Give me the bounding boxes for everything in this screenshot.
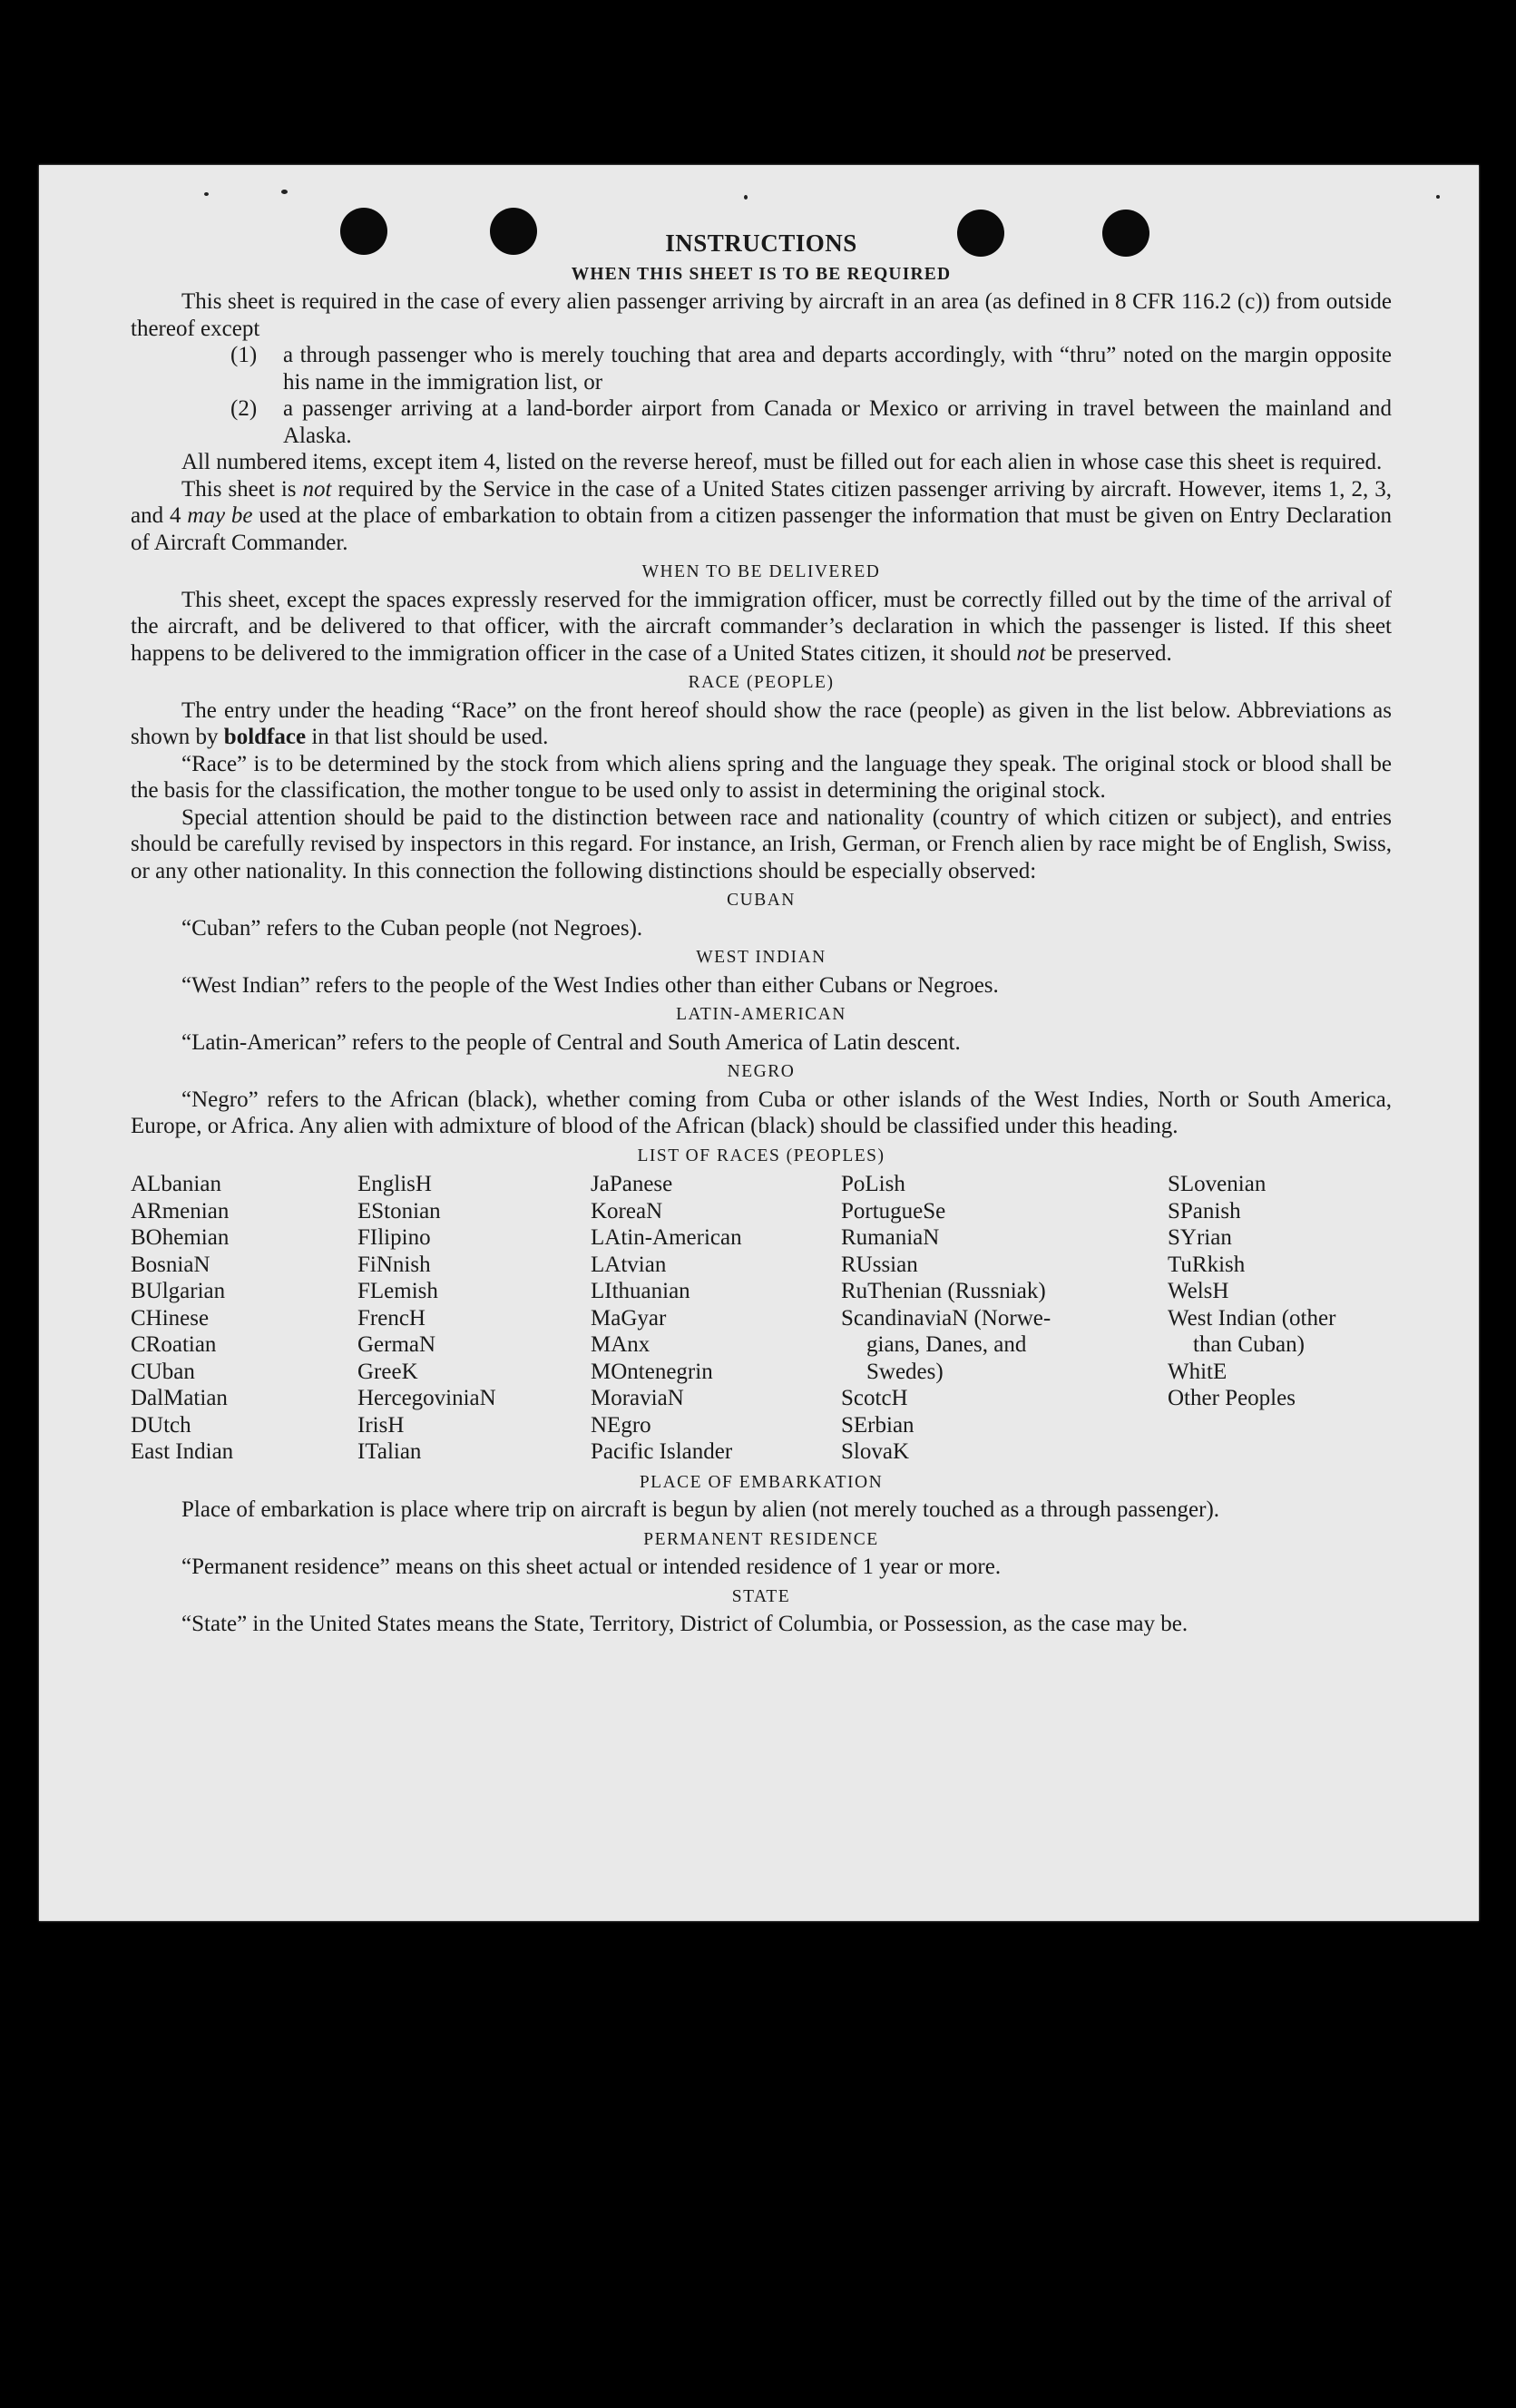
heading-negro: NEGRO bbox=[727, 1062, 796, 1081]
heading-race: RACE (PEOPLE) bbox=[688, 673, 835, 692]
race-entry: GreeK bbox=[357, 1359, 418, 1384]
race-entry: ALbanian bbox=[131, 1172, 221, 1196]
heading-cuban: CUBAN bbox=[727, 891, 796, 910]
race-entry: MaGyar bbox=[591, 1305, 667, 1331]
race-entry: MoraviaN bbox=[591, 1386, 684, 1410]
instruction-sheet bbox=[39, 165, 1479, 1921]
speck bbox=[281, 190, 288, 194]
race-entry: ScandinaviaN (Norwe- bbox=[841, 1305, 1051, 1331]
paragraph: This sheet, except the spaces expressly reserved for the immigration officer, must be correctly filled out by the time of the arrival of the aircraft, and be delivered to that officer, with the aircraft commander’s declaration in which the passenger is listed. If this sheet happens to be delivered to the immigration officer in the case of a United States citizen, it should not be preserved. bbox=[131, 587, 1392, 666]
race-entry: DUtch bbox=[131, 1412, 191, 1438]
race-entry: SErbian bbox=[841, 1412, 914, 1438]
race-entry: MOntenegrin bbox=[591, 1359, 713, 1384]
race-entry: SYrian bbox=[1168, 1225, 1232, 1250]
race-entry: RuThenian (Russniak) bbox=[841, 1279, 1046, 1303]
race-entry: DalMatian bbox=[131, 1386, 228, 1410]
race-entry-continued: than Cuban) bbox=[1193, 1332, 1305, 1357]
race-entry: FiNnish bbox=[357, 1252, 431, 1277]
instructions-text bbox=[131, 230, 1392, 1638]
race-entry: NEgro bbox=[591, 1412, 651, 1438]
race-entry: East Indian bbox=[131, 1439, 234, 1464]
race-entry: FrencH bbox=[357, 1305, 425, 1331]
race-entry: CHinese bbox=[131, 1305, 210, 1331]
race-entry: SLovenian bbox=[1168, 1172, 1267, 1196]
races-column-4 bbox=[841, 1171, 1168, 1466]
race-entry: FLemish bbox=[357, 1279, 438, 1303]
paragraph: All numbered items, except item 4, listed on the reverse hereof, must be filled out for each alien in whose case this sheet is required. bbox=[181, 450, 1383, 474]
page-title: INSTRUCTIONS bbox=[665, 229, 857, 257]
race-entry: ARmenian bbox=[131, 1198, 230, 1223]
heading-list-of-races: LIST OF RACES (PEOPLES) bbox=[637, 1146, 885, 1165]
paragraph: The entry under the heading “Race” on the front hereof should show the race (people) as given in the list below. Abbreviations as shown by boldface in that list should be used. bbox=[131, 697, 1392, 749]
paragraph: “Cuban” refers to the Cuban people (not Negroes). bbox=[181, 915, 643, 941]
race-entry: LAtvian bbox=[591, 1252, 667, 1277]
races-column-2 bbox=[357, 1171, 591, 1466]
race-entry: West Indian (other bbox=[1168, 1305, 1336, 1331]
races-column-3 bbox=[591, 1171, 841, 1466]
race-entry: Other Peoples bbox=[1168, 1386, 1296, 1410]
race-entry-continued: Swedes) bbox=[866, 1359, 944, 1384]
speck bbox=[204, 192, 209, 196]
speck bbox=[1436, 195, 1440, 199]
race-entry: BosniaN bbox=[131, 1252, 210, 1277]
heading-latin-american: LATIN-AMERICAN bbox=[676, 1005, 846, 1024]
exception-item-1 bbox=[131, 342, 1392, 395]
race-entry: ITalian bbox=[357, 1439, 422, 1464]
races-column-5 bbox=[1168, 1171, 1392, 1466]
exception-item-2 bbox=[131, 395, 1392, 449]
race-entry: PortugueSe bbox=[841, 1198, 946, 1223]
speck bbox=[744, 195, 748, 200]
race-entry-continued: gians, Danes, and bbox=[866, 1332, 1027, 1357]
heading-permanent-residence: PERMANENT RESIDENCE bbox=[643, 1529, 879, 1549]
race-entry: RumaniaN bbox=[841, 1225, 940, 1250]
race-entry: EStonian bbox=[357, 1198, 441, 1223]
item-text: a passenger arriving at a land-border airport from Canada or Mexico or arriving in travel between the mainland and Alaska. bbox=[283, 396, 1392, 448]
paragraph: Special attention should be paid to the distinction between race and nationality (country of which citizen or subject), and entries should be carefully revised by inspectors in this regard. For instance, an Irish, German, or French alien by race might be of English, Swiss, or any other nationality. In this connection the following distinctions should be especially observed: bbox=[131, 804, 1392, 883]
race-entry: Pacific Islander bbox=[591, 1439, 733, 1464]
races-column-1 bbox=[131, 1171, 357, 1466]
race-entry: BOhemian bbox=[131, 1225, 230, 1250]
paragraph: “State” in the United States means the State, Territory, District of Columbia, or Possession, as the case may be. bbox=[181, 1612, 1188, 1636]
race-entry: CRoatian bbox=[131, 1332, 217, 1357]
heading-west-indian: WEST INDIAN bbox=[696, 948, 826, 967]
heading-state: STATE bbox=[731, 1586, 791, 1606]
race-entry: TuRkish bbox=[1168, 1252, 1246, 1277]
race-entry: IrisH bbox=[357, 1412, 405, 1438]
paragraph: “Race” is to be determined by the stock from which aliens spring and the language they speak. The original stock or blood shall be the basis for the classification, the mother tongue to be used only to assist in determining the original stock. bbox=[131, 751, 1392, 803]
race-entry: ScotcH bbox=[841, 1386, 908, 1410]
race-entry: GermaN bbox=[357, 1332, 436, 1357]
item-number: (2) bbox=[230, 396, 258, 421]
race-entry: MAnx bbox=[591, 1332, 650, 1357]
race-entry: LIthuanian bbox=[591, 1279, 690, 1303]
race-entry: KoreaN bbox=[591, 1198, 663, 1223]
race-entry: WhitE bbox=[1168, 1359, 1227, 1384]
races-list bbox=[131, 1171, 1392, 1466]
race-entry: CUban bbox=[131, 1359, 195, 1384]
item-number: (1) bbox=[230, 343, 258, 367]
race-entry: PoLish bbox=[841, 1172, 905, 1196]
heading-when-delivered: WHEN TO BE DELIVERED bbox=[641, 562, 881, 581]
paragraph: “Permanent residence” means on this sheet actual or intended residence of 1 year or more. bbox=[181, 1555, 1002, 1579]
race-entry: FIlipino bbox=[357, 1225, 431, 1250]
race-entry: LAtin-American bbox=[591, 1225, 742, 1250]
race-entry: HercegoviniaN bbox=[357, 1386, 496, 1410]
race-entry: RUssian bbox=[841, 1252, 918, 1277]
race-entry: EnglisH bbox=[357, 1172, 432, 1196]
race-entry: SPanish bbox=[1168, 1198, 1241, 1223]
heading-when-required: WHEN THIS SHEET IS TO BE REQUIRED bbox=[571, 264, 952, 284]
paragraph: “Latin-American” refers to the people of Central and South America of Latin descent. bbox=[181, 1029, 961, 1055]
race-entry: WelsH bbox=[1168, 1279, 1229, 1303]
paragraph: This sheet is required in the case of every alien passenger arriving by aircraft in an area (as defined in 8 CFR 116.2 (c)) from outside thereof except bbox=[131, 289, 1392, 341]
heading-place-of-embarkation: PLACE OF EMBARKATION bbox=[639, 1472, 884, 1492]
paragraph: This sheet is not required by the Service in the case of a United States citizen passenger arriving by aircraft. However, items 1, 2, 3, and 4 may be used at the place of embarkation to obtain from a citizen passenger the information that must be given on Entry Declaration of Aircraft Commander. bbox=[131, 476, 1392, 555]
item-text: a through passenger who is merely touching that area and departs accordingly, with “thru” noted on the margin opposite his name in the immigration list, or bbox=[283, 343, 1392, 395]
paragraph: “West Indian” refers to the people of the West Indies other than either Cubans or Negroes. bbox=[181, 972, 999, 998]
paragraph: Place of embarkation is place where trip on aircraft is begun by alien (not merely touched as a through passenger). bbox=[181, 1497, 1220, 1522]
race-entry: SlovaK bbox=[841, 1439, 909, 1464]
paragraph: “Negro” refers to the African (black), whether coming from Cuba or other islands of the West Indies, North or South America, Europe, or Africa. Any alien with admixture of blood of the African (black) should be classified under this heading. bbox=[131, 1087, 1392, 1138]
race-entry: BUlgarian bbox=[131, 1279, 226, 1303]
race-entry: JaPanese bbox=[591, 1172, 673, 1196]
